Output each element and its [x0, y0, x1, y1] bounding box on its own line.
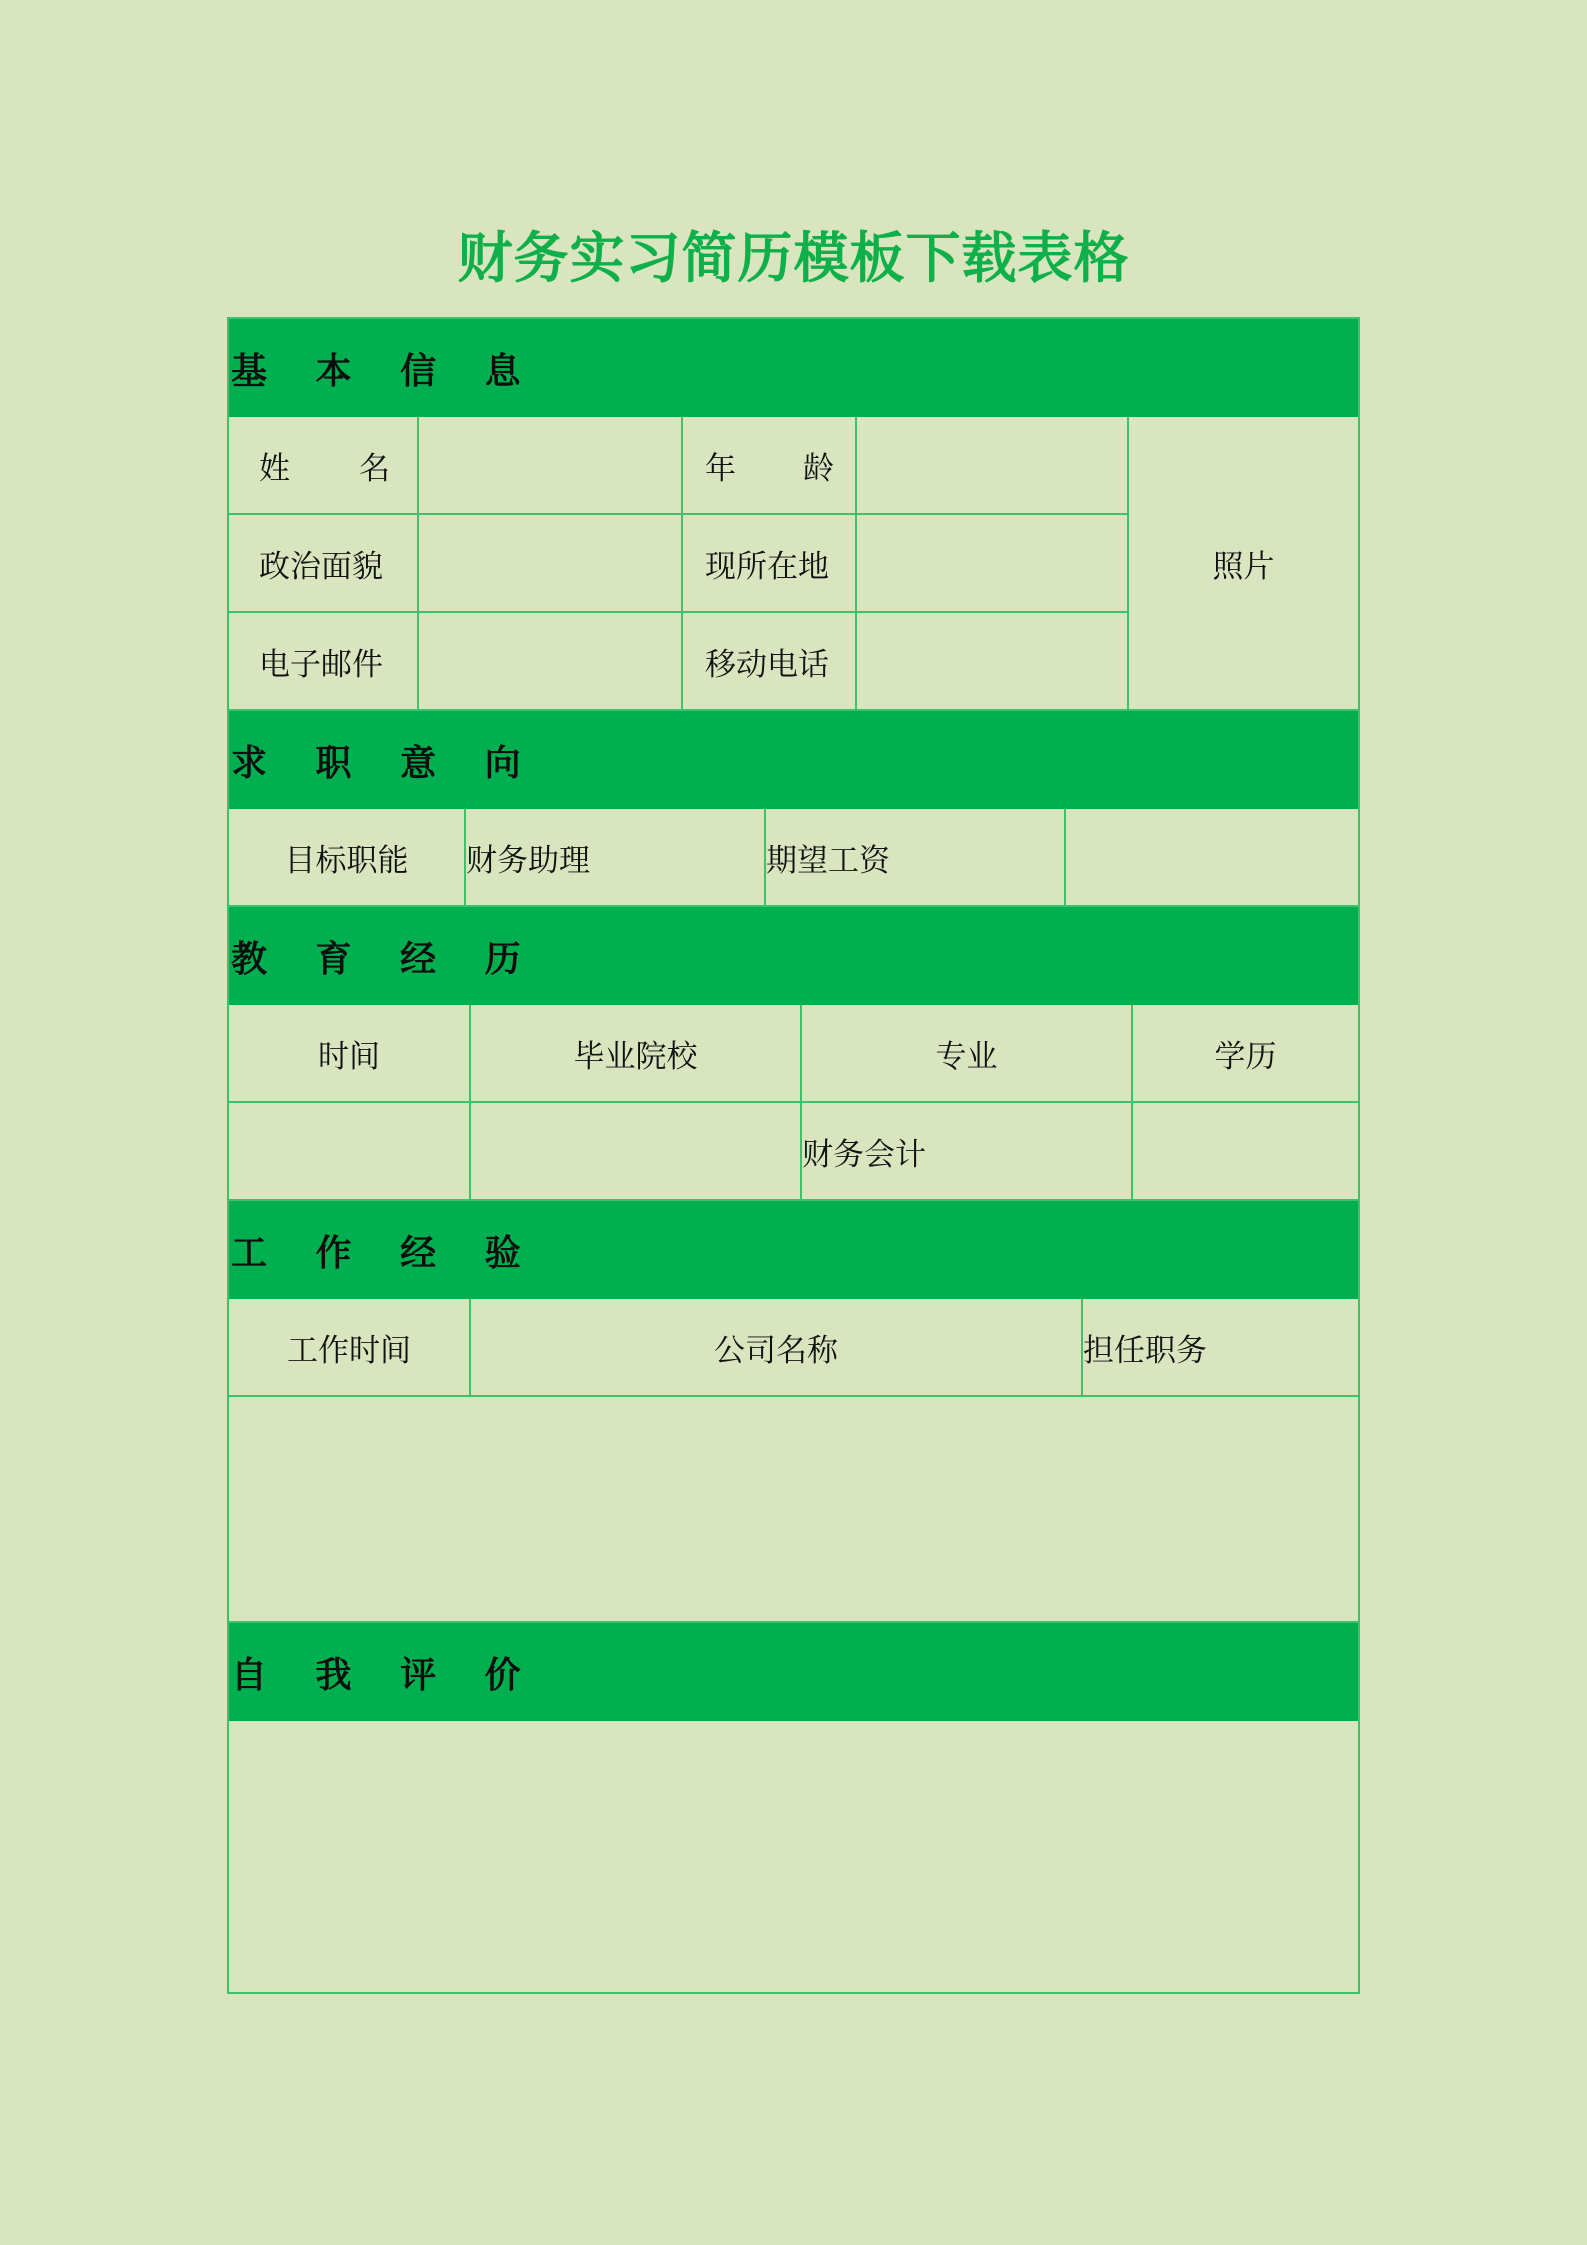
work-header-company: 公司名称: [471, 1299, 1083, 1397]
name-label-char-1: 姓: [259, 450, 290, 487]
section-basic-info: 基 本 信 息: [229, 319, 1358, 417]
phone-value[interactable]: [857, 613, 1129, 711]
target-function-label: 目标职能: [229, 809, 466, 907]
section-job-intent: 求 职 意 向: [229, 711, 1358, 809]
phone-label: 移动电话: [683, 613, 857, 711]
section-work-experience: 工 作 经 验: [229, 1201, 1358, 1299]
edu-row-degree[interactable]: [1133, 1103, 1358, 1201]
work-experience-content[interactable]: [229, 1397, 1358, 1623]
age-value[interactable]: [857, 417, 1129, 515]
politics-label: 政治面貌: [229, 515, 419, 613]
edu-row-time[interactable]: [229, 1103, 471, 1201]
edu-row-major[interactable]: 财务会计: [802, 1103, 1133, 1201]
expected-salary-label: 期望工资: [766, 809, 1066, 907]
politics-value[interactable]: [419, 515, 683, 613]
expected-salary-value[interactable]: [1066, 809, 1358, 907]
location-value[interactable]: [857, 515, 1129, 613]
self-evaluation-content[interactable]: [229, 1721, 1358, 1992]
section-self-evaluation: 自 我 评 价: [229, 1623, 1358, 1721]
location-label: 现所在地: [683, 515, 857, 613]
email-value[interactable]: [419, 613, 683, 711]
age-label: [683, 417, 857, 515]
resume-table: [227, 317, 1360, 1994]
edu-header-degree: 学历: [1133, 1005, 1358, 1103]
email-label: 电子邮件: [229, 613, 419, 711]
edu-header-time: 时间: [229, 1005, 471, 1103]
work-header-position: 担任职务: [1083, 1299, 1358, 1397]
name-label-char-2: 名: [359, 450, 390, 487]
edu-header-school: 毕业院校: [471, 1005, 802, 1103]
name-label: [229, 417, 419, 515]
edu-header-major: 专业: [802, 1005, 1133, 1103]
target-function-value[interactable]: 财务助理: [466, 809, 766, 907]
section-education: 教 育 经 历: [229, 907, 1358, 1005]
age-label-char-2: 龄: [803, 450, 834, 487]
photo-cell[interactable]: 照片: [1129, 417, 1358, 711]
edu-row-school[interactable]: [471, 1103, 802, 1201]
work-header-time: 工作时间: [229, 1299, 471, 1397]
page-title: 财务实习简历模板下载表格: [457, 226, 1130, 290]
age-label-char-1: 年: [705, 450, 736, 487]
name-value[interactable]: [419, 417, 683, 515]
